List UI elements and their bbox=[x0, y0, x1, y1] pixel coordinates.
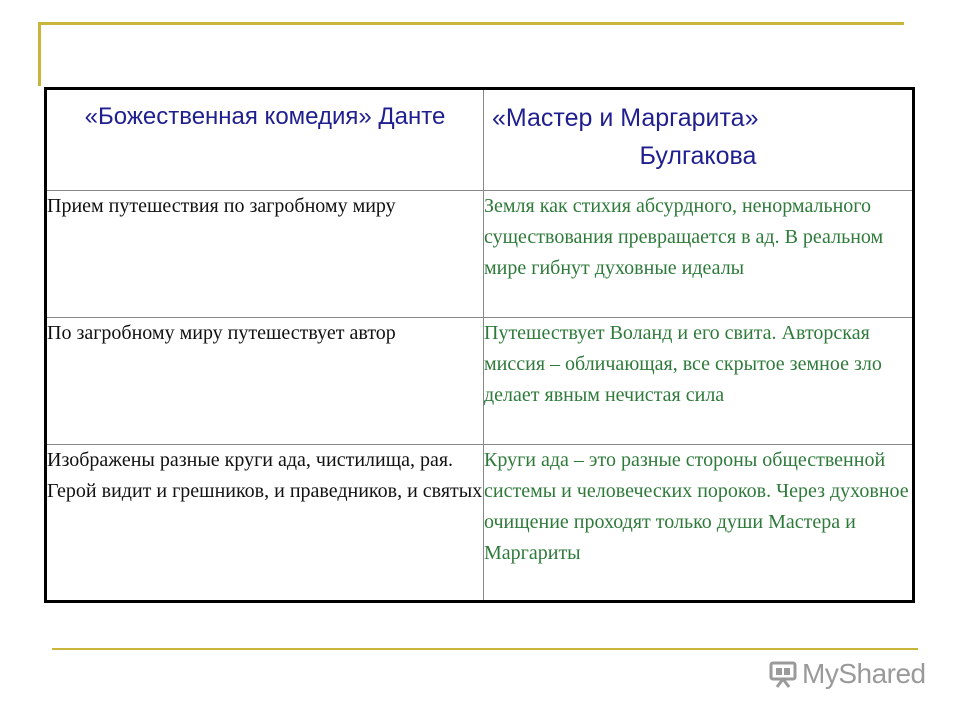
top-accent-line bbox=[38, 22, 904, 25]
header-left-text: «Божественная комедия» Данте bbox=[84, 103, 446, 130]
bottom-accent-line bbox=[52, 648, 918, 650]
header-right-title: «Мастер и Маргарита» bbox=[492, 104, 759, 132]
presentation-board-icon bbox=[768, 660, 798, 688]
cell-dante: Изображены разные круги ада, чистилища, рая. Герой видит и грешников, и праведников, и святых bbox=[46, 445, 484, 602]
header-master-margarita bbox=[484, 89, 914, 191]
cell-bulgakov: Круги ада – это разные стороны общественной системы и человеческих пороков. Через духовное очищение проходят только души Мастера и Маргариты bbox=[484, 445, 914, 602]
table-header-row bbox=[46, 89, 914, 191]
left-accent-line bbox=[38, 22, 41, 86]
cell-bulgakov: Земля как стихия абсурдного, ненормального существования превращается в ад. В реальном мире гибнут духовные идеалы bbox=[484, 191, 914, 318]
header-divine-comedy bbox=[46, 89, 484, 191]
comparison-table bbox=[44, 87, 915, 603]
table-row bbox=[46, 445, 914, 602]
header-right-author: Булгакова bbox=[639, 142, 757, 170]
table-row bbox=[46, 318, 914, 445]
cell-bulgakov: Путешествует Воланд и его свита. Авторская миссия – обличающая, все скрытое земное зло делает явным нечистая сила bbox=[484, 318, 914, 445]
cell-dante: Прием путешествия по загробному миру bbox=[46, 191, 484, 318]
cell-dante: По загробному миру путешествует автор bbox=[46, 318, 484, 445]
watermark-text: MyShared bbox=[802, 658, 926, 689]
watermark-logo bbox=[768, 658, 926, 690]
table-row bbox=[46, 191, 914, 318]
